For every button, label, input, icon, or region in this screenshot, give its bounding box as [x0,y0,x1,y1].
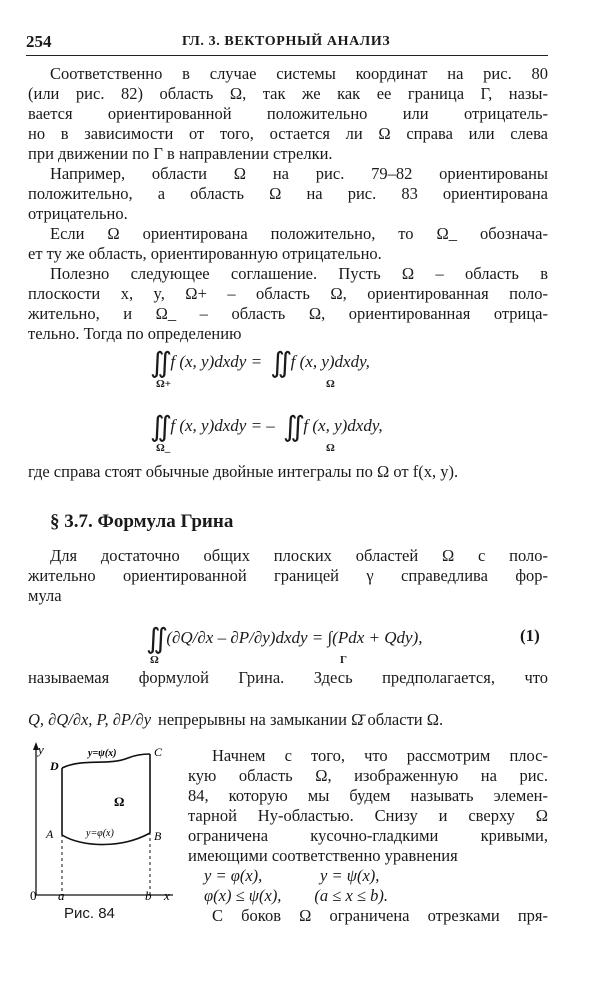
formula-2-sub-left: Ω_ [156,442,171,454]
text-line: Для достаточно общих плоских областей Ω с поло- [50,546,548,565]
label-b: b [145,888,152,903]
text-line: кую область Ω, изображенную на рис. [188,766,548,785]
label-origin: 0 [30,888,37,903]
text-line: где справа стоят обычные двойные интегралы по Ω от f(x, y). [28,462,459,481]
green-formula: ∬ (∂Q/∂x – ∂P/∂y)dxdy = ∫(Pdx + Qdy), [146,624,423,655]
formula-2-left: f (x, y)dxdy = – [170,416,275,435]
label-y-axis: y [38,742,44,757]
text-line: вается ориентированной положительно или отрицатель- [28,104,548,123]
section-title: § 3.7. Формула Грина [50,511,234,532]
text-line: ет ту же область, ориентированную отрицательно. [28,244,382,263]
label-C: C [154,745,163,759]
green-sub-left: Ω [150,654,159,666]
label-x-axis: x [164,888,170,903]
formula-1-left: f (x, y)dxdy = [170,352,263,371]
label-a: a [58,888,65,903]
formula-1-sub-right: Ω [326,378,335,390]
chapter-title: ГЛ. 3. ВЕКТОРНЫЙ АНАЛИЗ [182,34,391,49]
text-line: непрерывны на замыкании Ω̄ области Ω. [158,710,444,729]
text-line: положительно, а область Ω на рис. 83 ориентирована [28,184,548,203]
green-formula-body: (∂Q/∂x – ∂P/∂y)dxdy = ∫(Pdx + Qdy), [166,628,423,647]
formula-2: ∬ f (x, y)dxdy = – ∬ f (x, y)dxdy, [150,412,383,443]
label-top-curve: y=ψ(x) [88,748,117,759]
text-line: Если Ω ориентирована положительно, то Ω_ обознача- [50,224,548,243]
text-line: жительно ориентированной границей γ справедлива фор- [28,566,548,585]
text-line: y = φ(x), y = ψ(x), [204,866,380,885]
text-line: жительно, и Ω_ – область Ω, ориентированная отрица- [28,304,548,323]
condition-lead: Q, ∂Q/∂x, P, ∂P/∂y [28,710,152,729]
text-line: ограничена кусочно-гладкими кривыми, [188,826,548,845]
text-line: плоскости x, y, Ω+ – область Ω, ориентированная поло- [28,284,548,303]
text-line: при движении по Γ в направлении стрелки. [28,144,333,163]
text-line: 84, которую мы будем называть элемен- [188,786,548,805]
text-line: тарной Hy-областью. Снизу и сверху Ω [188,806,548,825]
text-line: мула [28,586,62,605]
label-A: A [46,827,54,841]
text-line: Например, области Ω на рис. 79–82 ориентированы [50,164,548,183]
label-D: D [50,759,59,773]
text-line: имеющими соответственно уравнения [188,846,458,865]
green-sub-right: Γ [340,654,347,666]
equation-number: (1) [520,626,540,645]
formula-1-sub-left: Ω+ [156,378,172,390]
formula-2-right: f (x, y)dxdy, [303,416,383,435]
formula-2-sub-right: Ω [326,442,335,454]
text-line: тельно. Тогда по определению [28,324,242,343]
formula-1-right: f (x, y)dxdy, [290,352,370,371]
text-line: Начнем с того, что рассмотрим плос- [212,746,548,765]
label-bottom-curve: y=φ(x) [86,828,114,839]
text-line: называемая формулой Грина. Здесь предполагается, что [28,668,548,687]
text-line: С боков Ω ограничена отрезками пря- [212,906,548,925]
text-line: (или рис. 82) область Ω, так же как ее граница Γ, назы- [28,84,548,103]
formula-1: ∬ f (x, y)dxdy = ∬ f (x, y)dxdy, [150,348,370,379]
figure-84 [28,740,178,905]
text-line: Полезно следующее соглашение. Пусть Ω – область в [50,264,548,283]
text-line: отрицательно. [28,204,128,223]
label-B: B [154,829,162,843]
text-line: φ(x) ≤ ψ(x), (a ≤ x ≤ b). [204,886,388,905]
header-rule [26,55,548,56]
figure-caption: Рис. 84 [64,905,115,922]
text-line: Соответственно в случае системы координат на рис. 80 [50,64,548,83]
page-number: 254 [26,32,52,51]
text-line: но в зависимости от того, остается ли Ω справа или слева [28,124,548,143]
label-omega: Ω [114,794,125,809]
